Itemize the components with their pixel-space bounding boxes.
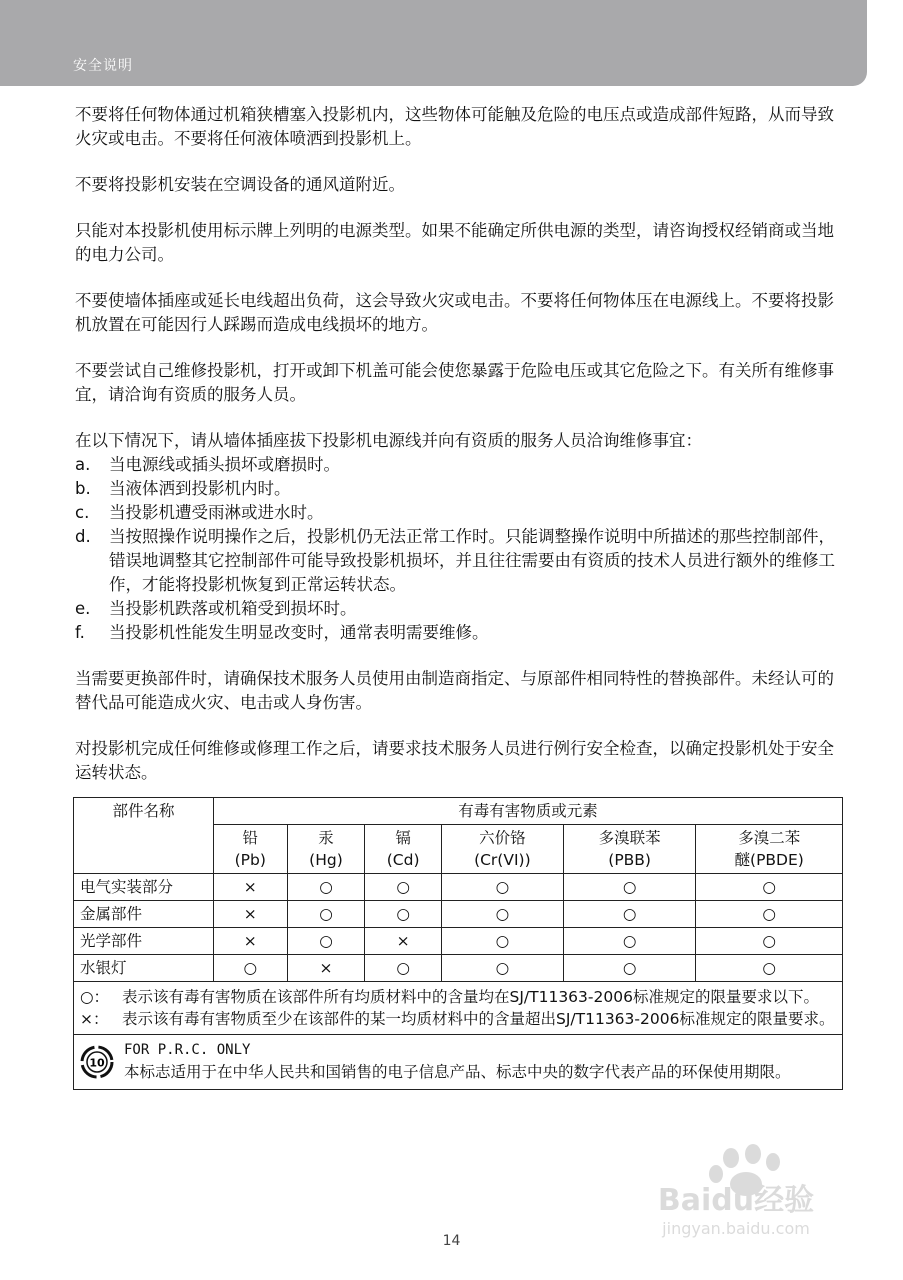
substance-name: 多溴二苯 — [738, 829, 801, 847]
list-item — [75, 525, 835, 597]
list-marker: e. — [75, 599, 91, 618]
list-item — [75, 501, 835, 525]
table-cell: ○ — [365, 874, 441, 901]
header-part-name: 部件名称 — [74, 798, 214, 874]
service-intro: 在以下情况下，请从墙体插座拔下投影机电源线并向有资质的服务人员洽询维修事宜： — [75, 431, 702, 450]
substance-symbol: (Hg) — [309, 851, 343, 869]
table-cell: ○ — [287, 928, 365, 955]
paragraph: 不要使墙体插座或延长电线超出负荷，这会导致火灾或电击。不要将任何物体压在电源线上。不要将投影机放置在可能因行人踩踢而造成电线损坏的地方。 — [75, 291, 834, 334]
table-cell: ○ — [696, 874, 843, 901]
list-text: 当投影机跌落或机箱受到损坏时。 — [109, 599, 357, 618]
paragraph: 当需要更换部件时，请确保技术服务人员使用由制造商指定、与原部件相同特性的替换部件。未经认可的替代品可能造成火灾、电击或人身伤害。 — [75, 669, 834, 712]
list-item — [75, 621, 835, 645]
list-text: 当投影机遭受雨淋或进水时。 — [109, 503, 324, 522]
list-text: 当液体洒到投影机内时。 — [109, 479, 291, 498]
table-cell: ○ — [214, 955, 288, 982]
table-cell: ○ — [287, 874, 365, 901]
rohs-notice — [74, 1035, 843, 1090]
substance-name: 六价铬 — [479, 829, 526, 847]
header-substance — [563, 825, 696, 874]
table-cell: ○ — [441, 928, 563, 955]
list-marker: a. — [75, 455, 91, 474]
note-line — [80, 1008, 836, 1030]
header-substance — [365, 825, 441, 874]
table-cell: ○ — [563, 928, 696, 955]
list-marker: d. — [75, 527, 91, 546]
substance-symbol: (Cd) — [386, 851, 420, 869]
table-cell: ○ — [365, 901, 441, 928]
page-number: 14 — [442, 1233, 461, 1249]
list-item — [75, 477, 835, 501]
list-marker: f. — [75, 623, 85, 642]
watermark-url: jingyan.baidu.com — [662, 1219, 810, 1238]
logo-number: 10 — [89, 1056, 105, 1070]
note-symbol: ×： — [80, 1010, 109, 1028]
list-item — [75, 453, 835, 477]
safety-content — [75, 103, 835, 807]
list-text: 当电源线或插头损坏或磨损时。 — [109, 455, 340, 474]
paragraph: 不要将投影机安装在空调设备的通风道附近。 — [75, 175, 405, 194]
table-cell: ○ — [563, 955, 696, 982]
watermark-brand: Baidu经验 — [657, 1183, 815, 1218]
substance-name: 镉 — [395, 829, 411, 847]
header-substance — [696, 825, 843, 874]
note-line — [80, 986, 836, 1008]
substance-symbol: (PBB) — [608, 851, 651, 869]
part-name: 电气实装部分 — [74, 874, 214, 901]
list-item — [75, 597, 835, 621]
table-cell: ○ — [287, 901, 365, 928]
table-cell: × — [287, 955, 365, 982]
table-row — [74, 928, 843, 955]
part-name: 水银灯 — [74, 955, 214, 982]
substance-symbol: (Cr(VI)) — [474, 851, 531, 869]
page-header-bar — [0, 0, 867, 86]
table-cell: ○ — [563, 874, 696, 901]
table-cell: ○ — [696, 955, 843, 982]
header-substance-group: 有毒有害物质或元素 — [214, 798, 843, 825]
section-title: 安全说明 — [73, 58, 133, 74]
table-cell: × — [214, 928, 288, 955]
list-marker: b. — [75, 479, 91, 498]
table-cell: ○ — [441, 874, 563, 901]
table-cell: ○ — [563, 901, 696, 928]
table-row — [74, 874, 843, 901]
header-substance — [287, 825, 365, 874]
table-cell: ○ — [696, 928, 843, 955]
table-notes — [74, 982, 843, 1035]
substance-name: 铅 — [242, 829, 258, 847]
table-row — [74, 901, 843, 928]
list-text: 当按照操作说明操作之后，投影机仍无法正常工作时。只能调整操作说明中所描述的那些控制部件，错误地调整其它控制部件可能导致投影机损坏，并且往往需要由有资质的技术人员进行额外的维修工作，才能将投影机恢复到正常运转状态。 — [109, 527, 835, 594]
table-cell: ○ — [441, 955, 563, 982]
rohs-line2: 本标志适用于在中华人民共和国销售的电子信息产品、标志中央的数字代表产品的环保使用期限。 — [124, 1063, 791, 1081]
header-substance — [441, 825, 563, 874]
eco-period-logo-icon — [80, 1039, 124, 1085]
paragraph: 对投影机完成任何维修或修理工作之后，请要求技术服务人员进行例行安全检查，以确定投影机处于安全运转状态。 — [75, 739, 834, 782]
part-name: 金属部件 — [74, 901, 214, 928]
substance-symbol: (Pb) — [234, 851, 266, 869]
part-name: 光学部件 — [74, 928, 214, 955]
paragraph: 不要尝试自己维修投影机，打开或卸下机盖可能会使您暴露于危险电压或其它危险之下。有关所有维修事宜，请洽询有资质的服务人员。 — [75, 361, 834, 404]
hazardous-substances-table — [73, 797, 843, 1090]
substance-symbol: 醚(PBDE) — [734, 851, 804, 869]
note-text: 表示该有毒有害物质在该部件所有均质材料中的含量均在SJ/T11363-2006标准规定的限量要求以下。 — [122, 988, 819, 1006]
table-cell: ○ — [365, 955, 441, 982]
list-text: 当投影机性能发生明显改变时，通常表明需要维修。 — [109, 623, 489, 642]
note-text: 表示该有毒有害物质至少在该部件的某一均质材料中的含量超出SJ/T11363-2006标准规定的限量要求。 — [122, 1010, 835, 1028]
table-cell: ○ — [696, 901, 843, 928]
table-cell: × — [365, 928, 441, 955]
substance-name: 汞 — [318, 829, 334, 847]
header-substance — [214, 825, 288, 874]
table-cell: ○ — [441, 901, 563, 928]
table-cell: × — [214, 901, 288, 928]
rohs-line1: FOR P.R.C. ONLY — [124, 1042, 251, 1058]
note-symbol: ○： — [80, 988, 110, 1006]
service-list — [75, 453, 835, 645]
substance-name: 多溴联苯 — [598, 829, 661, 847]
paragraph: 只能对本投影机使用标示牌上列明的电源类型。如果不能确定所供电源的类型，请咨询授权经销商或当地的电力公司。 — [75, 221, 834, 264]
list-marker: c. — [75, 503, 90, 522]
baidu-watermark — [636, 1138, 836, 1248]
table-cell: × — [214, 874, 288, 901]
paragraph: 不要将任何物体通过机箱狭槽塞入投影机内，这些物体可能触及危险的电压点或造成部件短路，从而导致火灾或电击。不要将任何液体喷洒到投影机上。 — [75, 105, 834, 148]
table-row — [74, 955, 843, 982]
